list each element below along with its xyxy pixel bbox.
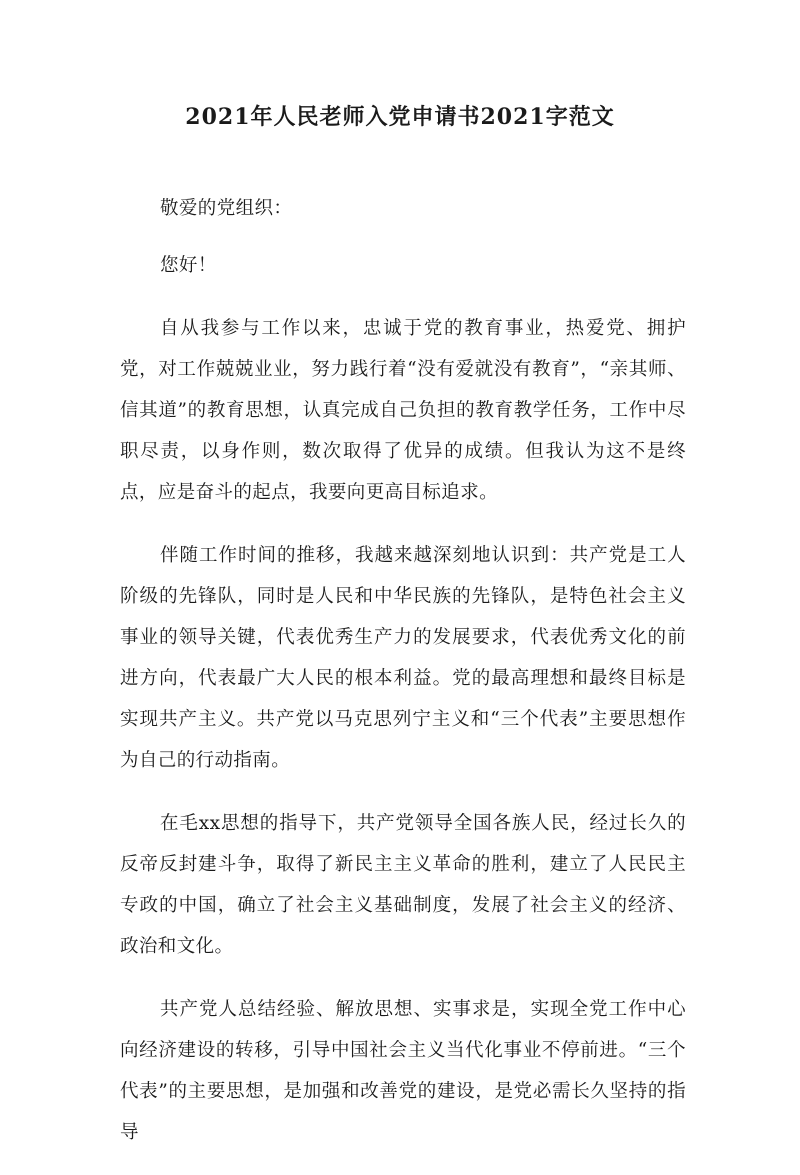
document-body: [120, 188, 686, 1175]
paragraph: 共产党人总结经验、解放思想、实事求是，实现全党工作中心向经济建设的转移，引导中国社会主义当代化事业不停前进。“三个代表”的主要思想，是加强和改善党的建设，是党必需长久坚持的指导: [120, 999, 686, 1143]
paragraph: 自从我参与工作以来，忠诚于党的教育事业，热爱党、拥护党，对工作兢兢业业，努力践行着“没有爱就没有教育”，“亲其师、信其道”的教育思想，认真完成自己负担的教育教学任务，工作中尽职尽责，以身作则，数次取得了优异的成绩。但我认为这不是终点，应是奋斗的起点，我要向更高目标追求。: [120, 318, 686, 503]
paragraph: 在毛xx思想的指导下，共产党领导全国各族人民，经过长久的反帝反封建斗争，取得了新民主主义革命的胜利，建立了人民民主专政的中国，确立了社会主义基础制度，发展了社会主义的经济、政治和文化。: [120, 813, 686, 957]
document-title: 2021年人民老师入党申请书2021字范文: [185, 104, 615, 130]
greeting: 您好！: [160, 255, 217, 276]
salutation: 敬爱的党组织：: [160, 198, 293, 219]
paragraph: 伴随工作时间的推移，我越来越深刻地认识到：共产党是工人阶级的先锋队，同时是人民和中华民族的先锋队，是特色社会主义事业的领导关键，代表优秀生产力的发展要求，代表优秀文化的前进方向，代表最广大人民的根本利益。党的最高理想和最终目标是实现共产主义。共产党以马克思列宁主义和“三个代表”主要思想作为自己的行动指南。: [120, 545, 686, 771]
